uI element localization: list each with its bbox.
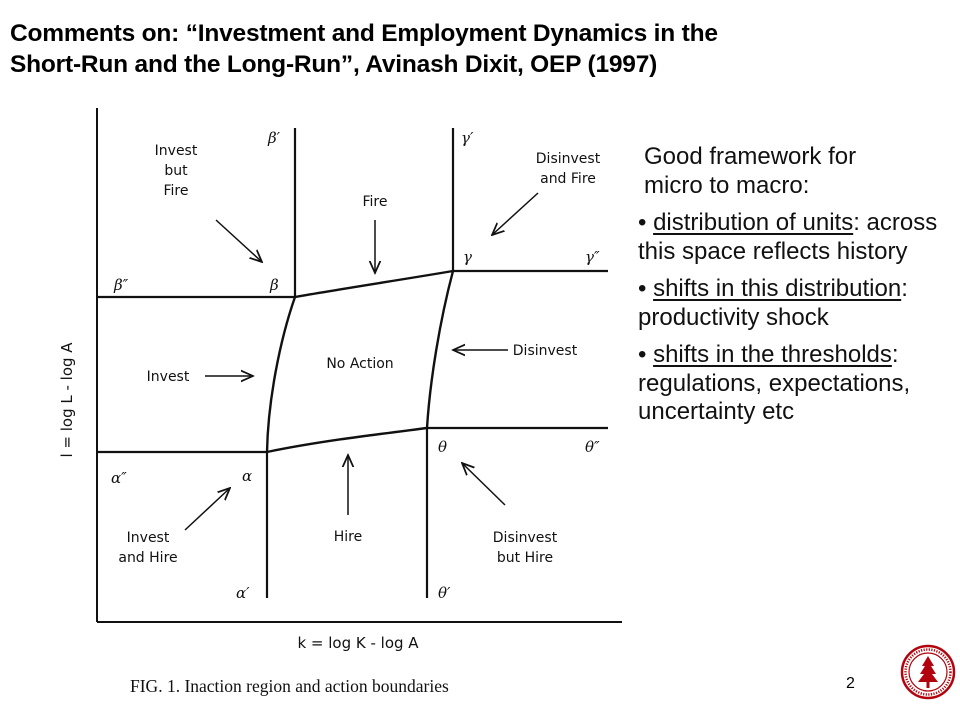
page-number: 2 <box>846 675 855 692</box>
label-invest-and-hire-1: Invest <box>126 530 170 546</box>
symbol-gamma-prime: γ′ <box>461 129 474 147</box>
symbol-beta-prime: β′ <box>268 129 281 147</box>
symbol-theta: θ <box>438 438 448 456</box>
label-fire: Fire <box>362 194 388 210</box>
top-inaction-curve <box>295 271 453 297</box>
bullet-2-underlined: shifts in this distribution <box>653 275 902 302</box>
invest-but-fire-arrow <box>216 220 262 262</box>
symbol-beta-double: β″ <box>114 276 129 294</box>
y-axis-label: l = log L - log A <box>58 342 76 458</box>
invest-and-hire-arrow <box>185 488 230 530</box>
disinvest-and-fire-arrow <box>492 193 538 235</box>
university-seal-icon <box>900 644 956 700</box>
label-invest-and-hire-2: and Hire <box>118 550 178 566</box>
intro-text <box>644 143 956 200</box>
bullet-2-text: : productivity shock <box>638 275 908 331</box>
commentary-text <box>638 143 956 436</box>
label-invest-but-fire-1: Invest <box>154 143 198 159</box>
label-invest-but-fire-2: but <box>164 163 188 179</box>
title-line-1: Comments on: “Investment and Employment Dynamics in the <box>10 20 718 47</box>
symbol-alpha-double: α″ <box>111 469 127 487</box>
symbol-theta-double: θ″ <box>585 438 600 456</box>
bullet-shifts-thresholds: • shifts in the thresholds: regulations, expectations, uncertainty etc <box>638 341 911 425</box>
left-inaction-curve <box>267 297 295 452</box>
label-hire: Hire <box>333 529 363 545</box>
bullet-1-underlined: distribution of units <box>653 209 854 236</box>
label-invest: Invest <box>146 369 190 385</box>
label-disinvest-and-fire-1: Disinvest <box>535 151 601 167</box>
bullet-shifts-distribution: • shifts in this distribution: productivity shock <box>638 275 908 331</box>
intro-line-2: micro to macro: <box>644 171 810 199</box>
label-no-action: No Action <box>326 356 394 372</box>
label-disinvest: Disinvest <box>512 343 578 359</box>
label-invest-but-fire-3: Fire <box>163 183 189 199</box>
label-disinvest-but-hire-1: Disinvest <box>492 530 558 546</box>
symbol-gamma: γ <box>463 248 472 266</box>
symbol-gamma-double: γ″ <box>585 248 600 266</box>
bullet-3-underlined: shifts in the thresholds <box>653 341 892 368</box>
bullet-1-text: : across this space reflects history <box>638 209 938 265</box>
label-disinvest-but-hire-2: but Hire <box>496 550 554 566</box>
label-disinvest-and-fire-2: and Fire <box>540 171 596 187</box>
symbol-alpha-prime: α′ <box>236 584 250 602</box>
disinvest-but-hire-arrow <box>462 463 505 505</box>
right-inaction-curve <box>427 271 453 428</box>
symbol-beta: β <box>270 276 279 294</box>
x-axis-label: k = log K - log A <box>297 634 419 652</box>
bullet-distribution: • distribution of units: across this space reflects history <box>638 209 938 265</box>
bullet-3-text: : regulations, expectations, uncertainty etc <box>638 341 911 425</box>
intro-line-1: Good framework for <box>644 143 857 170</box>
symbol-alpha: α <box>242 467 253 485</box>
bottom-inaction-curve <box>267 428 427 452</box>
figure-caption: FIG. 1. Inaction region and action boundaries <box>130 676 449 696</box>
title-line-2: Short-Run and the Long-Run”, Avinash Dixit, OEP (1997) <box>10 51 658 78</box>
symbol-theta-prime: θ′ <box>438 584 451 602</box>
